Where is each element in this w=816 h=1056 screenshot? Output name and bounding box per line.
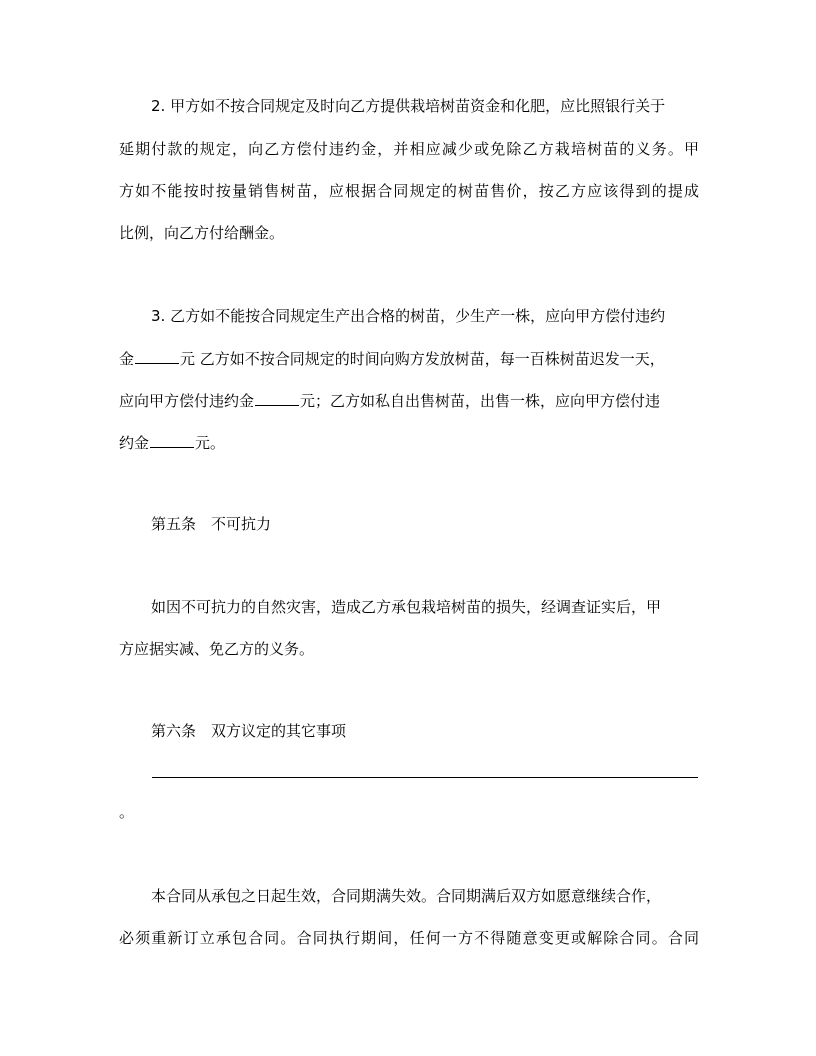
article-6-heading: 第六条 双方议定的其它事项 [151,722,347,740]
para-3-line-2-end: 元 乙方如不按合同规定的时间向购方发放树苗，每一百株树苗迟发一天， [180,350,665,368]
para-3-line-3-start: 应向甲方偿付违约金 [119,392,255,410]
para-2-line-4: 比例，向乙方付给酬金。 [119,224,285,242]
para-3-line-3-end: 元；乙方如私自出售树苗，出售一株，应向甲方偿付违 [300,392,661,410]
article-5-heading: 第五条 不可抗力 [151,515,272,533]
para-3-line-2-start: 金 [119,350,135,368]
article-5-line-2: 方应据实减、免乙方的义务。 [119,640,315,658]
para-3-line-1: 3. 乙方如不能按合同规定生产出合格的树苗，少生产一株，应向甲方偿付违约 [151,307,666,325]
para-2-line-2: 延期付款的规定，向乙方偿付违约金，并相应减少或免除乙方栽培树苗的义务。甲 [119,140,699,158]
para-3-line-4-start: 约金 [119,434,150,452]
article-6-end-mark: 。 [119,803,135,821]
para-3-line-3 [119,390,699,411]
blank-line-divider [152,777,698,778]
blank-field [135,348,179,364]
closing-line-1: 本合同从承包之日起生效，合同期满失效。合同期满后双方如愿意继续合作， [151,887,662,905]
para-2-line-1: 2. 甲方如不按合同规定及时向乙方提供栽培树苗资金和化肥，应比照银行关于 [151,97,666,115]
para-2-line-3: 方如不能按时按量销售树苗，应根据合同规定的树苗售价，按乙方应该得到的提成 [119,182,699,200]
blank-field [255,390,299,406]
para-3-line-4-end: 元。 [195,434,226,452]
article-5-line-1: 如因不可抗力的自然灾害，造成乙方承包栽培树苗的损失，经调查证实后，甲 [151,598,662,616]
para-3-line-4 [119,432,699,453]
blank-field [150,432,194,448]
para-3-line-2 [119,348,699,369]
closing-line-2: 必须重新订立承包合同。合同执行期间，任何一方不得随意变更或解除合同。合同 [119,929,699,947]
